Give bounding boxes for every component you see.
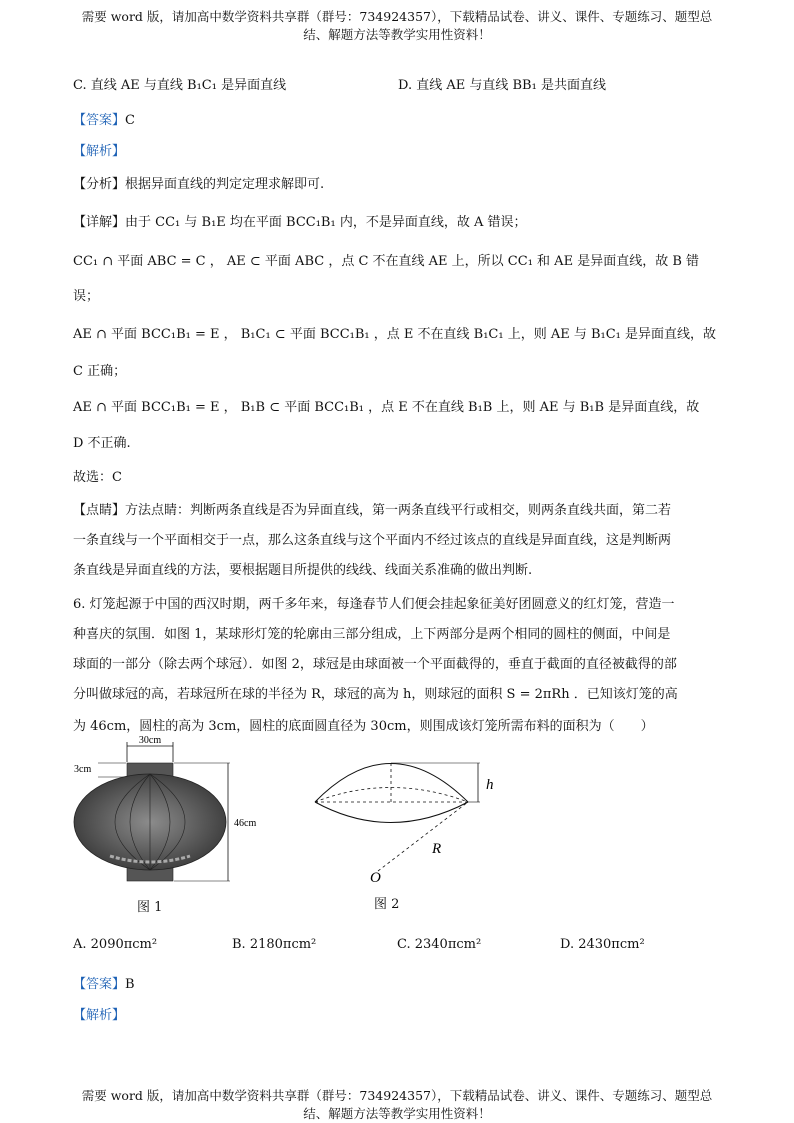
header-line-2: 结、解题方法等教学实用性资料！ <box>303 27 491 42</box>
q6-option-a: A. 2090πcm² <box>73 937 158 952</box>
option-c: C. 直线 AE 与直线 B₁C₁ 是异面直线 <box>73 78 287 93</box>
figure-2-caption: 图 2 <box>374 897 400 912</box>
fenxi-tag: 【分析】 <box>73 177 126 192</box>
jiexi-tag: 【解析】 <box>73 144 126 159</box>
footer-banner <box>60 1087 734 1123</box>
q6-answer-tag: 【答案】 <box>73 977 126 992</box>
figure-1-lantern <box>70 736 290 916</box>
label-h: h <box>486 777 494 793</box>
xiangjie-line <box>73 211 527 230</box>
dianjing-line-2: 一条直线与一个平面相交于一点，那么这条直线与这个平面内不经过该点的直线是异面直线，这是判断两 <box>73 533 672 548</box>
label-O: O <box>370 870 381 886</box>
answer-value: C <box>125 113 135 128</box>
choose-line: 故选：C <box>73 470 122 485</box>
answer-line <box>73 109 135 128</box>
para-c-line-1: AE ∩ 平面 BCC₁B₁ = E ， B₁C₁ ⊂ 平面 BCC₁B₁ ，点 E 不在直线 B₁C₁ 上，则 AE 与 B₁C₁ 是异面直线，故 <box>73 327 717 342</box>
cap-base-back <box>315 788 468 803</box>
label-R: R <box>432 841 442 857</box>
para-d-line-2: D 不正确. <box>73 436 131 451</box>
xiangjie-text: 由于 CC₁ 与 B₁E 均在平面 BCC₁B₁ 内，不是异面直线，故 A 错误； <box>125 215 527 230</box>
q6-line-4: 分叫做球冠的高，若球冠所在球的半径为 R，球冠的高为 h，则球冠的面积 S = 2πRh ．已知该灯笼的高 <box>73 687 678 702</box>
header-banner <box>60 8 734 44</box>
q6-line-2: 种喜庆的氛围．如图 1，某球形灯笼的轮廓由三部分组成，上下两部分是两个相同的圆柱的侧面，中间是 <box>73 627 671 642</box>
q6-option-d: D. 2430πcm² <box>560 937 645 952</box>
dianjing-line-3: 条直线是异面直线的方法，要根据题目所提供的线线、线面关系准确的做出判断. <box>73 563 533 578</box>
q6-jiexi-tag: 【解析】 <box>73 1008 126 1023</box>
dianjing-text-1: 方法点睛：判断两条直线是否为异面直线，第一两条直线平行或相交，则两条直线共面，第二若 <box>125 503 672 518</box>
dim-label-right: 46cm <box>234 818 257 829</box>
para-c-line-2: C 正确； <box>73 364 127 379</box>
footer-line-1: 需要 word 版，请加高中数学资料共享群（群号：734924357），下载精品试卷、讲义、课件、专题练习、题型总 <box>81 1088 713 1103</box>
fenxi-line <box>73 173 324 192</box>
dianjing-tag: 【点睛】 <box>73 503 126 518</box>
option-d: D. 直线 AE 与直线 BB₁ 是共面直线 <box>398 78 606 93</box>
q6-line-1: 6. 灯笼起源于中国的西汉时期，两千多年来，每逢春节人们便会挂起象征美好团圆意义的红灯笼，营造一 <box>73 597 675 612</box>
cap-arc <box>315 764 468 803</box>
q6-line-3: 球面的一部分（除去两个球冠）．如图 2，球冠是由球面被一个平面截得的，垂直于截面的直径被截得的部 <box>73 657 677 672</box>
header-line-1: 需要 word 版，请加高中数学资料共享群（群号：734924357），下载精品试卷、讲义、课件、专题练习、题型总 <box>81 9 713 24</box>
q6-answer-value: B <box>125 977 135 992</box>
q6-option-c: C. 2340πcm² <box>397 937 482 952</box>
q6-option-b: B. 2180πcm² <box>232 937 317 952</box>
answer-tag: 【答案】 <box>73 113 126 128</box>
fenxi-text: 根据异面直线的判定定理求解即可. <box>125 177 325 192</box>
dim-label-left: 3cm <box>74 764 92 775</box>
para-b-line-2: 误； <box>73 289 100 304</box>
para-d-line-1: AE ∩ 平面 BCC₁B₁ = E ， B₁B ⊂ 平面 BCC₁B₁ ，点 E 不在直线 B₁B 上，则 AE 与 B₁B 是异面直线，故 <box>73 400 700 415</box>
footer-line-2: 结、解题方法等教学实用性资料！ <box>303 1106 491 1121</box>
radius-line <box>378 802 468 871</box>
figure-2-spherical-cap <box>300 745 520 895</box>
figure-1-caption: 图 1 <box>137 900 163 915</box>
dim-label-top: 30cm <box>138 736 162 746</box>
q6-answer-line <box>73 973 135 992</box>
para-b-line-1: CC₁ ∩ 平面 ABC = C ， AE ⊂ 平面 ABC ，点 C 不在直线 AE 上，所以 CC₁ 和 AE 是异面直线，故 B 错 <box>73 254 700 269</box>
q6-line-5: 为 46cm，圆柱的高为 3cm，圆柱的底面圆直径为 30cm，则围成该灯笼所需布料的面积为（ ） <box>73 719 654 734</box>
xiangjie-tag: 【详解】 <box>73 215 126 230</box>
dianjing-line-1 <box>73 499 671 518</box>
